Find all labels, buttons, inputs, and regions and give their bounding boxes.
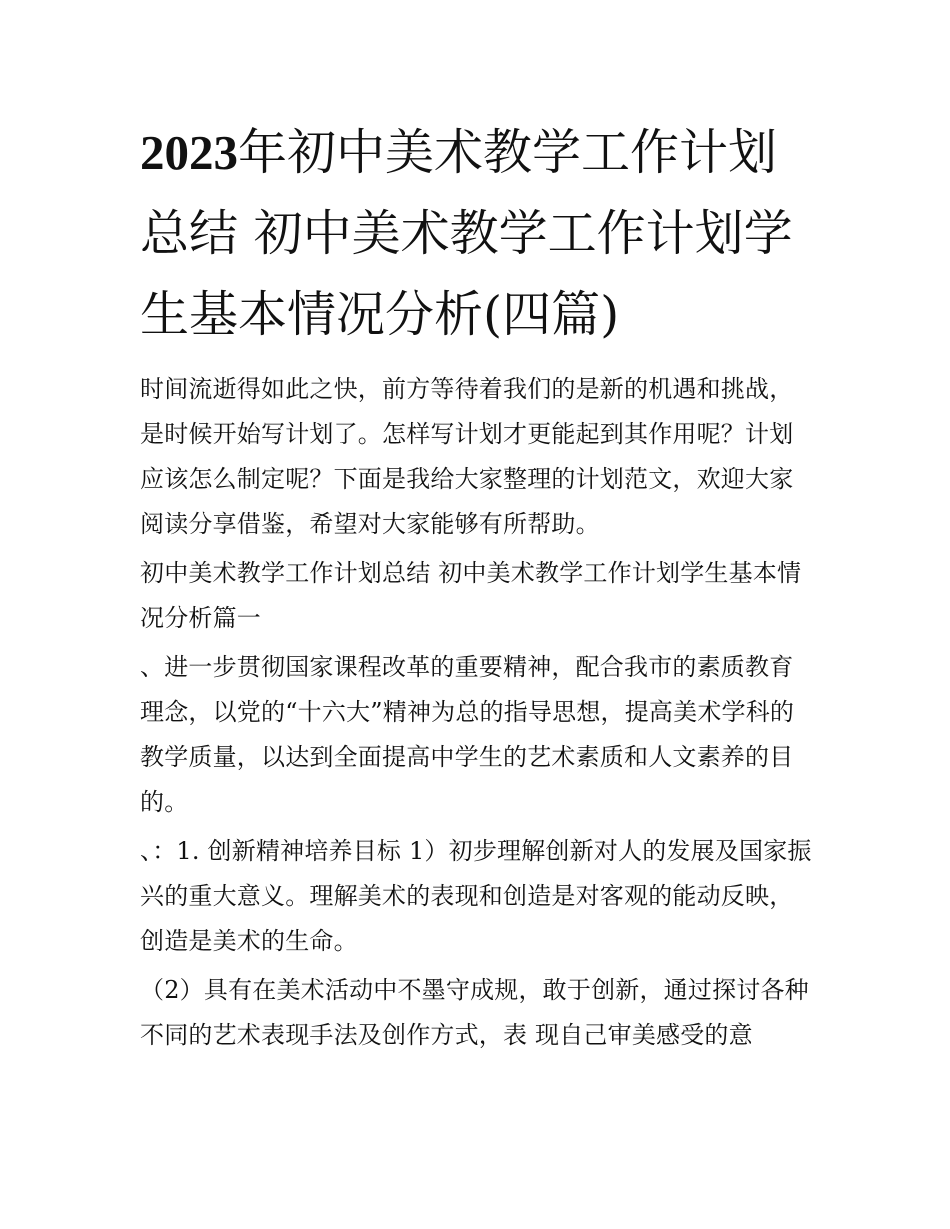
section-heading: 初中美术教学工作计划总结 初中美术教学工作计划学生基本情况分析篇一 bbox=[140, 559, 802, 632]
body-paragraph: （2）具有在美术活动中不墨守成规，敢于创新，通过探讨各种不同的艺术表现手法及创作方式，表 现自己审美感受的意 bbox=[140, 976, 809, 1049]
document-body bbox=[140, 112, 815, 1058]
document-title bbox=[140, 112, 815, 355]
intro-paragraph: 时间流逝得如此之快，前方等待着我们的是新的机遇和挑战，是时候开始写计划了。怎样写计划才更能起到其作用呢？计划应该怎么制定呢？下面是我给大家整理的计划范文，欢迎大家阅读分享借鉴，希望对大家能够有所帮助。 bbox=[140, 375, 794, 538]
body-paragraph: 、进一步贯彻国家课程改革的重要精神，配合我市的素质教育理念，以党的“十六大”精神为总的指导思想，提高美术学科的教学质量，以达到全面提高中学生的艺术素质和人文素养的目的。 bbox=[140, 653, 795, 816]
body-paragraph: 、：1. 创新精神培养目标 1）初步理解创新对人的发展及国家振兴的重大意义。理解美术的表现和创造是对客观的能动反映，创造是美术的生命。 bbox=[140, 837, 812, 955]
title-text: 年初中美术教学工作计划总结 初中美术教学工作计划学生基本情况分析(四篇) bbox=[140, 124, 793, 343]
title-year: 2023 bbox=[140, 125, 238, 180]
